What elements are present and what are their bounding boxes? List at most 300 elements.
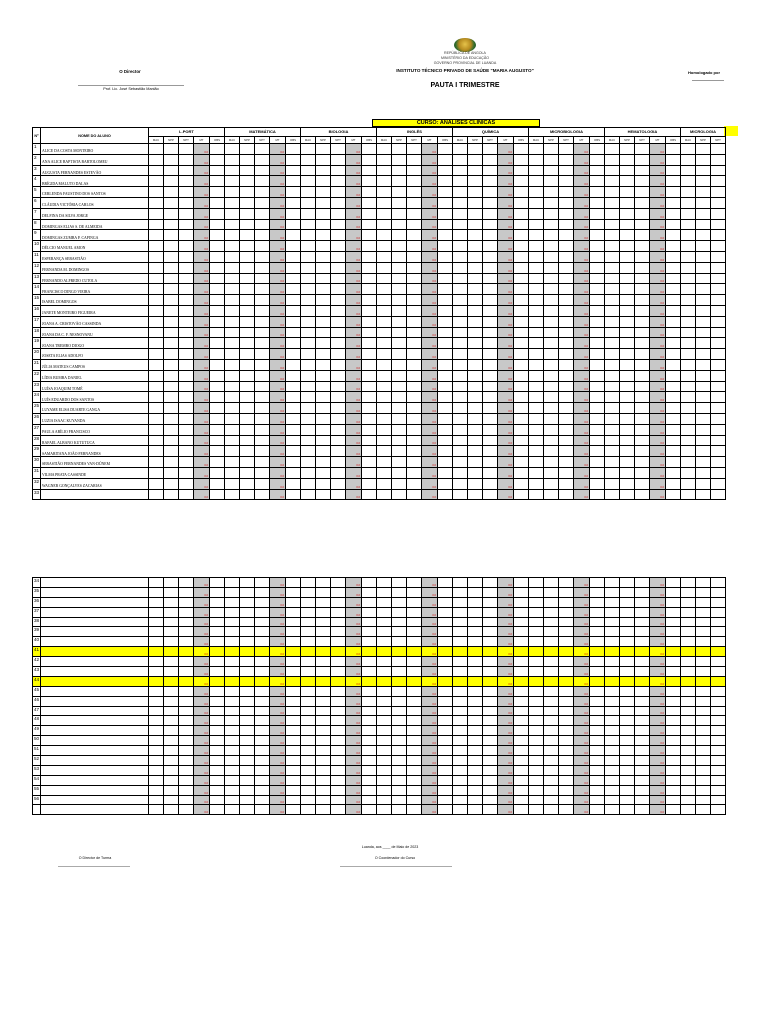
grade-cell xyxy=(210,478,225,489)
grade-cell xyxy=(225,305,240,316)
table-row xyxy=(33,667,726,677)
grade-cell xyxy=(620,756,635,766)
grade-cell xyxy=(255,251,270,262)
mt-cell: 0.0 xyxy=(422,637,438,647)
student-number: 4 xyxy=(33,176,41,187)
grade-cell xyxy=(286,144,301,155)
table-row xyxy=(33,370,726,381)
grade-cell xyxy=(438,578,453,588)
grade-cell xyxy=(149,765,164,775)
grade-cell xyxy=(468,316,483,327)
grade-cell xyxy=(529,637,544,647)
grade-cell xyxy=(666,381,681,392)
grade-cell xyxy=(225,489,240,500)
grade-cell xyxy=(559,305,574,316)
grade-cell xyxy=(331,230,346,241)
grade-cell xyxy=(240,381,255,392)
grade-cell xyxy=(453,187,468,198)
grade-cell xyxy=(407,327,422,338)
student-number: 24 xyxy=(33,392,41,403)
grade-cell xyxy=(529,359,544,370)
grade-cell xyxy=(681,241,696,252)
grade-cell xyxy=(407,696,422,706)
grade-cell xyxy=(468,657,483,667)
grade-cell xyxy=(362,273,377,284)
mt-cell: 0.0 xyxy=(650,716,666,726)
grade-cell xyxy=(377,176,392,187)
grade-cell xyxy=(559,775,574,785)
grade-cell xyxy=(240,756,255,766)
grade-cell xyxy=(179,349,194,360)
grade-cell xyxy=(559,478,574,489)
grade-cell xyxy=(225,241,240,252)
grade-cell xyxy=(681,657,696,667)
grade-cell xyxy=(362,647,377,657)
student-name: LUÍS EDUARDO DOS SANTOS xyxy=(41,392,149,403)
grade-cell xyxy=(559,208,574,219)
grade-cell xyxy=(666,805,681,815)
grade-cell xyxy=(711,667,726,677)
grade-cell xyxy=(529,765,544,775)
grade-cell xyxy=(681,457,696,468)
grade-cell xyxy=(666,230,681,241)
grade-cell xyxy=(605,165,620,176)
column-header: NPP xyxy=(696,137,711,144)
mt-cell: 0.0 xyxy=(270,736,286,746)
grade-cell xyxy=(696,446,711,457)
mt-cell: 0.0 xyxy=(574,392,590,403)
grade-cell xyxy=(468,273,483,284)
grade-cell xyxy=(696,338,711,349)
grade-cell xyxy=(225,686,240,696)
grade-cell xyxy=(514,305,529,316)
grade-cell xyxy=(620,746,635,756)
grade-cell xyxy=(514,241,529,252)
grade-cell xyxy=(620,795,635,805)
grade-cell xyxy=(544,637,559,647)
grade-cell xyxy=(544,457,559,468)
grade-cell xyxy=(559,578,574,588)
mt-cell: 0.0 xyxy=(650,785,666,795)
mt-cell: 0.0 xyxy=(194,327,210,338)
column-header: MT xyxy=(498,137,514,144)
grade-cell xyxy=(149,359,164,370)
grade-cell xyxy=(225,370,240,381)
grade-cell xyxy=(711,403,726,414)
grade-cell xyxy=(407,176,422,187)
grade-cell xyxy=(362,251,377,262)
grade-cell xyxy=(225,273,240,284)
grade-cell xyxy=(711,359,726,370)
grade-cell xyxy=(681,165,696,176)
grade-cell xyxy=(453,627,468,637)
grade-cell xyxy=(331,359,346,370)
grade-cell xyxy=(438,359,453,370)
grade-cell xyxy=(514,736,529,746)
mt-cell: 0.0 xyxy=(270,208,286,219)
mt-cell: 0.0 xyxy=(270,359,286,370)
mt-cell: 0.0 xyxy=(270,230,286,241)
mt-cell: 0.0 xyxy=(650,746,666,756)
grade-cell xyxy=(559,637,574,647)
grade-cell xyxy=(225,316,240,327)
grade-cell xyxy=(514,716,529,726)
grade-cell xyxy=(514,617,529,627)
grade-cell xyxy=(468,805,483,815)
grade-cell xyxy=(331,716,346,726)
table-row xyxy=(33,637,726,647)
grade-cell xyxy=(331,424,346,435)
grade-cell xyxy=(301,424,316,435)
grade-cell xyxy=(301,765,316,775)
grade-cell xyxy=(620,403,635,414)
grade-cell xyxy=(438,686,453,696)
student-name xyxy=(41,587,149,597)
grade-cell xyxy=(316,154,331,165)
grade-cell xyxy=(605,446,620,457)
column-header: NPP xyxy=(468,137,483,144)
grade-cell xyxy=(179,647,194,657)
grade-cell xyxy=(240,775,255,785)
grade-cell xyxy=(255,746,270,756)
grade-cell xyxy=(483,696,498,706)
grade-cell xyxy=(438,736,453,746)
grade-cell xyxy=(362,208,377,219)
mt-cell: 0.0 xyxy=(346,424,362,435)
column-header: NPP xyxy=(620,137,635,144)
mt-cell: 0.0 xyxy=(270,295,286,306)
grade-cell xyxy=(377,370,392,381)
mt-cell: 0.0 xyxy=(346,446,362,457)
grade-cell xyxy=(210,251,225,262)
grade-cell xyxy=(225,647,240,657)
grade-cell xyxy=(225,413,240,424)
mt-cell: 0.0 xyxy=(346,251,362,262)
grade-cell xyxy=(696,284,711,295)
grade-cell xyxy=(620,316,635,327)
grade-cell xyxy=(255,381,270,392)
grade-cell xyxy=(179,775,194,785)
grade-cell xyxy=(210,165,225,176)
grade-cell xyxy=(696,424,711,435)
mt-cell: 0.0 xyxy=(650,208,666,219)
mt-cell: 0.0 xyxy=(270,413,286,424)
grade-cell xyxy=(514,467,529,478)
grade-cell xyxy=(590,805,605,815)
grade-cell xyxy=(286,197,301,208)
grade-cell xyxy=(468,154,483,165)
grade-cell xyxy=(681,284,696,295)
grade-cell xyxy=(210,736,225,746)
grade-cell xyxy=(362,197,377,208)
grade-cell xyxy=(438,403,453,414)
table-row xyxy=(33,197,726,208)
table-row xyxy=(33,726,726,736)
grade-cell xyxy=(331,478,346,489)
student-name xyxy=(41,627,149,637)
mt-cell: 0.0 xyxy=(650,230,666,241)
grade-cell xyxy=(696,607,711,617)
grade-cell xyxy=(316,607,331,617)
grade-cell xyxy=(286,370,301,381)
grade-cell xyxy=(286,327,301,338)
grade-cell xyxy=(635,262,650,273)
grade-cell xyxy=(362,230,377,241)
grade-cell xyxy=(620,478,635,489)
grade-cell xyxy=(377,403,392,414)
grade-cell xyxy=(149,144,164,155)
grade-cell xyxy=(483,627,498,637)
grade-cell xyxy=(225,219,240,230)
grade-cell xyxy=(438,381,453,392)
grade-cell xyxy=(605,795,620,805)
mt-cell: 0.0 xyxy=(498,587,514,597)
grade-cell xyxy=(301,349,316,360)
grade-cell xyxy=(179,795,194,805)
grade-cell xyxy=(286,467,301,478)
student-number: 50 xyxy=(33,736,41,746)
grade-cell xyxy=(468,284,483,295)
grade-cell xyxy=(316,457,331,468)
grade-cell xyxy=(620,686,635,696)
grade-cell xyxy=(438,197,453,208)
mt-cell: 0.0 xyxy=(422,716,438,726)
grade-cell xyxy=(468,489,483,500)
grade-cell xyxy=(453,478,468,489)
mt-cell: 0.0 xyxy=(346,305,362,316)
grade-cell xyxy=(605,736,620,746)
grade-cell xyxy=(240,489,255,500)
grade-cell xyxy=(666,165,681,176)
grade-cell xyxy=(362,370,377,381)
grade-cell xyxy=(620,359,635,370)
grade-cell xyxy=(331,775,346,785)
grade-cell xyxy=(377,478,392,489)
grade-cell xyxy=(605,775,620,785)
grade-cell xyxy=(544,262,559,273)
grade-cell xyxy=(620,775,635,785)
student-name: DOMINGAS ELIAS S. DE ALMEIDA xyxy=(41,219,149,230)
grade-cell xyxy=(529,262,544,273)
grade-cell xyxy=(255,637,270,647)
grade-cell xyxy=(286,489,301,500)
grade-cell xyxy=(635,144,650,155)
grade-cell xyxy=(711,795,726,805)
grade-cell xyxy=(696,676,711,686)
mt-cell: 0.0 xyxy=(346,478,362,489)
grade-cell xyxy=(696,208,711,219)
mt-cell: 0.0 xyxy=(194,338,210,349)
grade-cell xyxy=(514,478,529,489)
mt-cell: 0.0 xyxy=(498,359,514,370)
grade-cell xyxy=(331,392,346,403)
mt-cell: 0.0 xyxy=(270,262,286,273)
grade-cell xyxy=(377,775,392,785)
grade-cell xyxy=(225,251,240,262)
mt-cell: 0.0 xyxy=(574,467,590,478)
mt-cell: 0.0 xyxy=(498,736,514,746)
student-name xyxy=(41,775,149,785)
grade-cell xyxy=(681,413,696,424)
table-row xyxy=(33,478,726,489)
table-row xyxy=(33,230,726,241)
mt-cell: 0.0 xyxy=(346,176,362,187)
grade-cell xyxy=(635,489,650,500)
grade-cell xyxy=(483,726,498,736)
mt-cell: 0.0 xyxy=(650,597,666,607)
grade-cell xyxy=(468,435,483,446)
grade-cell xyxy=(149,446,164,457)
grade-cell xyxy=(711,478,726,489)
grade-cell xyxy=(362,657,377,667)
grade-cell xyxy=(179,736,194,746)
grade-cell xyxy=(468,241,483,252)
mt-cell: 0.0 xyxy=(650,637,666,647)
grade-cell xyxy=(362,489,377,500)
grade-cell xyxy=(179,467,194,478)
grade-cell xyxy=(316,756,331,766)
grade-cell xyxy=(711,706,726,716)
grade-cell xyxy=(514,197,529,208)
grade-cell xyxy=(210,489,225,500)
mt-cell: 0.0 xyxy=(498,775,514,785)
grade-cell xyxy=(225,756,240,766)
grade-cell xyxy=(468,647,483,657)
grade-cell xyxy=(301,587,316,597)
grade-cell xyxy=(605,478,620,489)
grade-cell xyxy=(407,349,422,360)
grade-cell xyxy=(514,208,529,219)
grade-cell xyxy=(468,338,483,349)
grade-cell xyxy=(483,686,498,696)
student-number: 35 xyxy=(33,587,41,597)
mt-cell: 0.0 xyxy=(574,597,590,607)
grade-cell xyxy=(286,241,301,252)
grade-cell xyxy=(407,607,422,617)
grade-cell xyxy=(331,597,346,607)
grade-cell xyxy=(711,637,726,647)
mt-cell: 0.0 xyxy=(346,597,362,607)
grade-cell xyxy=(544,587,559,597)
grade-cell xyxy=(331,197,346,208)
grade-cell xyxy=(635,381,650,392)
grade-cell xyxy=(711,197,726,208)
grade-cell xyxy=(620,424,635,435)
grade-cell xyxy=(468,457,483,468)
grade-cell xyxy=(362,349,377,360)
grade-cell xyxy=(255,457,270,468)
mt-cell: 0.0 xyxy=(422,251,438,262)
column-header: MAC xyxy=(301,137,316,144)
column-header: OBS xyxy=(666,137,681,144)
student-name: JOSETA ELIAS ADOLFO xyxy=(41,349,149,360)
grade-cell xyxy=(225,607,240,617)
grade-cell xyxy=(635,597,650,607)
mt-cell: 0.0 xyxy=(574,327,590,338)
grade-cell xyxy=(225,457,240,468)
mt-cell: 0.0 xyxy=(194,370,210,381)
mt-cell: 0.0 xyxy=(422,746,438,756)
grade-cell xyxy=(179,716,194,726)
grade-cell xyxy=(149,795,164,805)
table-row xyxy=(33,338,726,349)
grade-cell xyxy=(544,424,559,435)
grade-cell xyxy=(164,805,179,815)
grade-cell xyxy=(453,338,468,349)
grade-cell xyxy=(468,627,483,637)
grade-cell xyxy=(559,230,574,241)
mt-cell: 0.0 xyxy=(270,756,286,766)
grade-cell xyxy=(453,775,468,785)
grade-cell xyxy=(407,370,422,381)
mt-cell: 0.0 xyxy=(270,478,286,489)
grade-cell xyxy=(210,424,225,435)
grade-cell xyxy=(392,785,407,795)
student-number: 39 xyxy=(33,627,41,637)
student-name: FRANCISCO DINGO VIEIRA xyxy=(41,284,149,295)
mt-cell: 0.0 xyxy=(194,154,210,165)
grade-cell xyxy=(164,489,179,500)
grade-cell xyxy=(666,424,681,435)
grade-cell xyxy=(286,403,301,414)
mt-cell: 0.0 xyxy=(498,295,514,306)
column-header: NPT xyxy=(635,137,650,144)
grade-cell xyxy=(438,349,453,360)
grade-cell xyxy=(696,706,711,716)
grade-cell xyxy=(286,627,301,637)
mt-cell: 0.0 xyxy=(650,327,666,338)
student-number xyxy=(33,805,41,815)
grade-cell xyxy=(331,370,346,381)
grade-cell xyxy=(210,230,225,241)
grade-cell xyxy=(529,176,544,187)
grade-cell xyxy=(711,696,726,706)
grade-cell xyxy=(681,251,696,262)
column-header: NPT xyxy=(559,137,574,144)
student-number: 36 xyxy=(33,597,41,607)
mt-cell: 0.0 xyxy=(194,716,210,726)
grade-cell xyxy=(590,457,605,468)
grade-cell xyxy=(240,686,255,696)
table-row xyxy=(33,775,726,785)
grade-cell xyxy=(590,587,605,597)
grade-cell xyxy=(286,726,301,736)
student-name: SAMARITANA JOÃO FERNANDES xyxy=(41,446,149,457)
grade-cell xyxy=(666,736,681,746)
grade-cell xyxy=(286,413,301,424)
mt-cell: 0.0 xyxy=(194,413,210,424)
grade-cell xyxy=(255,706,270,716)
grade-cell xyxy=(407,627,422,637)
grade-cell xyxy=(286,284,301,295)
grade-cell xyxy=(179,295,194,306)
student-number: 42 xyxy=(33,657,41,667)
mt-cell: 0.0 xyxy=(498,805,514,815)
student-name xyxy=(41,597,149,607)
grade-cell xyxy=(620,765,635,775)
grade-cell xyxy=(666,627,681,637)
student-number: 41 xyxy=(33,647,41,657)
grade-cell xyxy=(438,587,453,597)
grade-cell xyxy=(605,686,620,696)
grade-cell xyxy=(301,197,316,208)
grade-cell xyxy=(331,435,346,446)
mt-cell: 0.0 xyxy=(422,295,438,306)
grade-cell xyxy=(453,154,468,165)
grade-cell xyxy=(301,627,316,637)
grade-cell xyxy=(483,338,498,349)
mt-cell: 0.0 xyxy=(422,597,438,607)
